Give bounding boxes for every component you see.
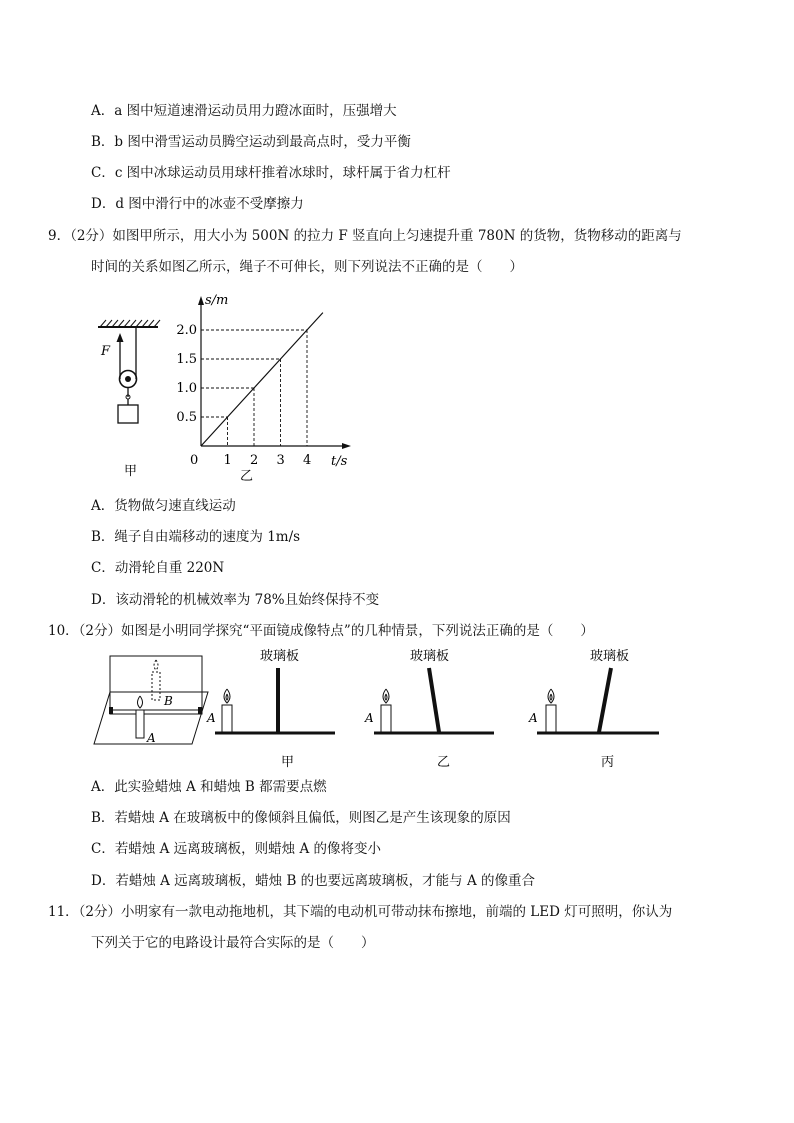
q8-option-b: B．b 图中滑雪运动员腾空运动到最高点时，受力平衡 — [91, 134, 411, 150]
q10-stem: 10．（2分）如图是小明同学探究“平面镜成像特点”的几种情景，下列说法正确的是（ ） — [48, 623, 594, 639]
q8-option-d: D．d 图中滑行中的冰壶不受摩擦力 — [91, 196, 304, 212]
fig-yi-caption: 乙 — [240, 469, 254, 484]
q9-option-c: C．动滑轮自重 220N — [91, 560, 225, 576]
candle-a-label: A — [147, 731, 156, 745]
x-axis-label: t/s — [331, 454, 348, 469]
q9-option-b: B．绳子自由端移动的速度为 1m/s — [91, 529, 301, 545]
q9-st-graph — [176, 288, 365, 488]
x-tick-label: 0 — [190, 453, 199, 468]
force-label: F — [101, 344, 111, 359]
glass-plate-tilted-right — [429, 668, 439, 732]
q11-stem-line2: 下列关于它的电路设计最符合实际的是（ ） — [91, 935, 375, 951]
caption-jia: 甲 — [281, 755, 295, 770]
q9-pulley-figure — [90, 315, 170, 480]
glass-label-jia: 玻璃板 — [260, 649, 300, 664]
q10-setup-figure — [92, 652, 212, 747]
y-tick-label: 1.0 — [176, 381, 197, 396]
caption-bing: 丙 — [601, 755, 615, 770]
candle-label-jia: A — [207, 711, 216, 725]
y-axis-arrow — [198, 296, 204, 305]
q10-panel-jia — [205, 642, 345, 772]
y-axis-label: s/m — [205, 293, 229, 308]
y-tick-label: 2.0 — [176, 323, 197, 338]
candle-b-label: B — [164, 694, 173, 708]
q8-option-c: C．c 图中冰球运动员用球杆推着冰球时，球杆属于省力杠杆 — [91, 165, 451, 181]
y-tick-label: 1.5 — [176, 352, 197, 367]
candle-label-yi: A — [365, 711, 374, 725]
series-line — [201, 313, 323, 446]
q9-stem-line1: 9．（2分）如图甲所示，用大小为 500N 的拉力 F 竖直向上匀速提升重 780N 的货物，货物移动的距离与 — [48, 228, 682, 244]
y-tick-label: 0.5 — [176, 410, 197, 425]
x-axis-arrow — [342, 443, 351, 449]
q9-option-d: D．该动滑轮的机械效率为 78%且始终保持不变 — [91, 592, 380, 608]
q10-option-d: D．若蜡烛 A 远离玻璃板，蜡烛 B 的也要远离玻璃板，才能与 A 的像重合 — [91, 873, 535, 889]
q8-option-a: A．a 图中短道速滑运动员用力蹬冰面时，压强增大 — [91, 103, 397, 119]
candle-label-bing: A — [529, 711, 538, 725]
glass-label-bing: 玻璃板 — [590, 649, 630, 664]
glass-label-yi: 玻璃板 — [410, 649, 450, 664]
glass-plate-tilted-left — [599, 668, 611, 732]
q11-stem-line1: 11．（2分）小明家有一款电动拖地机，其下端的电动机可带动抹布擦地，前端的 LED 灯可照明，你认为 — [48, 904, 673, 920]
x-tick-label: 1 — [223, 453, 232, 468]
q9-stem-line2: 时间的关系如图乙所示，绳子不可伸长，则下列说法不正确的是（ ） — [91, 259, 523, 275]
x-tick-label: 3 — [276, 453, 285, 468]
x-tick-label: 4 — [303, 453, 312, 468]
q10-option-b: B．若蜡烛 A 在玻璃板中的像倾斜且偏低，则图乙是产生该现象的原因 — [91, 810, 511, 826]
q10-option-c: C．若蜡烛 A 远离玻璃板，则蜡烛 A 的像将变小 — [91, 841, 381, 857]
x-tick-label: 2 — [250, 453, 259, 468]
fig-jia-caption: 甲 — [124, 464, 138, 479]
caption-yi: 乙 — [437, 755, 451, 770]
q10-panel-bing — [525, 642, 665, 772]
q10-panel-yi — [360, 642, 500, 772]
q10-option-a: A．此实验蜡烛 A 和蜡烛 B 都需要点燃 — [91, 779, 327, 795]
q9-option-a: A．货物做匀速直线运动 — [91, 498, 236, 514]
